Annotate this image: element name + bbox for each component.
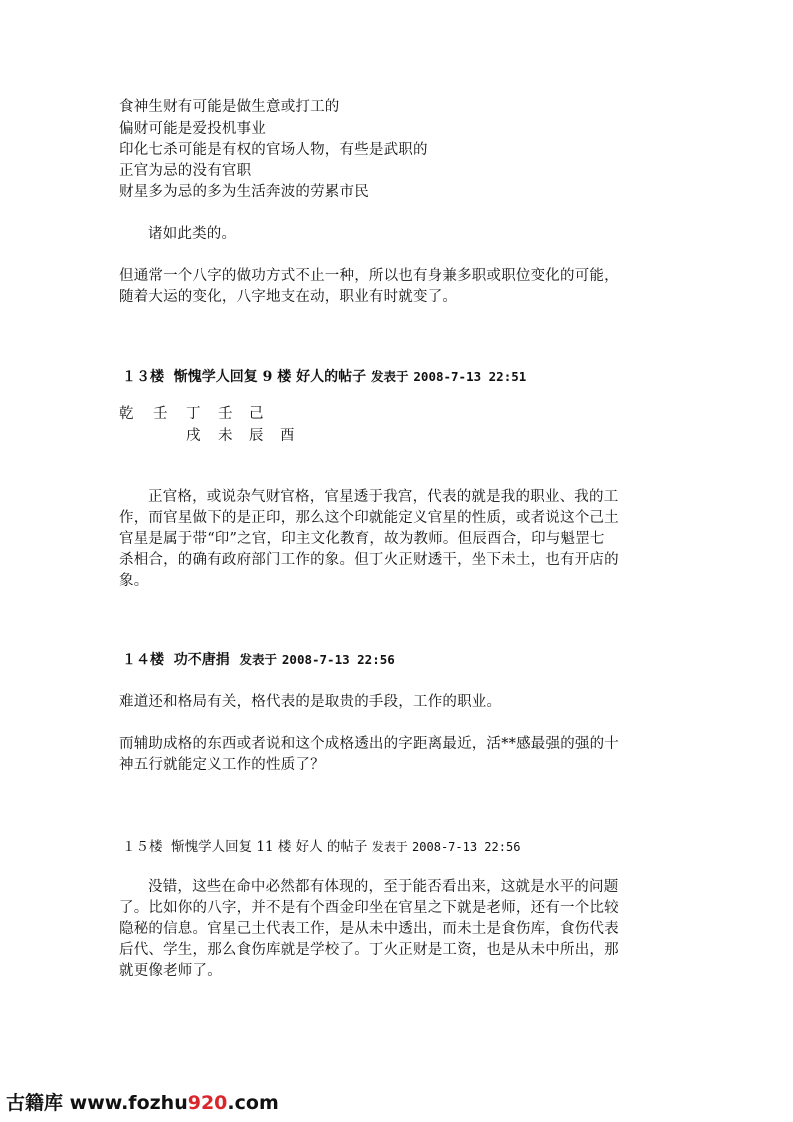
floor-number: １３楼 (122, 369, 164, 385)
bazi-stem: 己 (249, 406, 264, 422)
text-line: 象。 (119, 573, 149, 589)
post-title: 惭愧学人回复 11 楼 好人 的帖子 (171, 839, 368, 855)
bazi-stem: 壬 (218, 406, 233, 422)
text-line: 没错，这些在命中必然都有体现的，至于能否看出来，这就是水平的问题 (148, 879, 619, 895)
posted-label: 发表于 (371, 369, 409, 384)
posted-label: 发表于 (239, 652, 278, 667)
text-line: 作，而官星做下的是正印，那么这个印就能定义官星的性质，或者说这个己土 (119, 510, 619, 526)
text-line: 正官格，或说杂气财官格，官星透于我宫，代表的就是我的职业、我的工 (148, 489, 619, 505)
bazi-branch: 戌 (186, 428, 201, 444)
bazi-branch: 辰 (249, 428, 264, 444)
post-title: 惭愧学人回复 9 楼 好人的帖子 (173, 369, 367, 385)
posted-label: 发表于 (371, 840, 408, 854)
text-line: 印化七杀可能是有权的官场人物，有些是武职的 (119, 142, 428, 158)
floor-number: １５楼 (122, 839, 163, 855)
bazi-branch: 未 (218, 428, 233, 444)
post-heading-13 (122, 367, 526, 387)
text-line: 财星多为忌的多为生活奔波的劳累市民 (119, 184, 369, 200)
post-heading-15 (122, 837, 520, 857)
text-line: 难道还和格局有关，格代表的是取贵的手段，工作的职业。 (119, 694, 502, 710)
text-line: 正官为忌的没有官职 (119, 163, 252, 179)
text-line: 但通常一个八字的做功方式不止一种，所以也有身兼多职或职位变化的可能， (119, 268, 619, 284)
text-line: 而辅助成格的东西或者说和这个成格透出的字距离最近，活**感最强的强的十 (119, 736, 619, 752)
bazi-label: 乾 (119, 406, 134, 422)
text-line: 了。比如你的八字，并不是有个酉金印坐在官星之下就是老师，还有一个比较 (119, 900, 619, 916)
text-line: 偏财可能是爱投机事业 (119, 121, 266, 137)
post-date: 2008-7-13 22:56 (412, 840, 521, 854)
post-title: 功不唐捐 (173, 652, 230, 668)
text-line: 官星是属于带“印”之官，印主文化教育，故为教师。但辰酉合，印与魁罡七 (119, 531, 605, 547)
footer-watermark (6, 1088, 279, 1115)
post-date: 2008-7-13 22:56 (281, 652, 395, 667)
floor-number: １４楼 (122, 652, 164, 668)
text-line: 随着大运的变化，八字地支在动，职业有时就变了。 (119, 289, 458, 305)
text-line: 诸如此类的。 (148, 226, 237, 242)
text-line: 隐秘的信息。官星己土代表工作，是从未中透出，而未土是食伤库，食伤代表 (119, 921, 619, 937)
bazi-branch: 酉 (280, 428, 295, 444)
text-line: 神五行就能定义工作的性质了？ (119, 757, 325, 773)
bazi-stem: 丁 (186, 406, 201, 422)
post-date: 2008-7-13 22:51 (413, 369, 527, 384)
text-line: 杀相合，的确有政府部门工作的象。但丁火正财透干，坐下未土，也有开店的 (119, 552, 619, 568)
post-heading-14 (122, 650, 395, 670)
footer-brand: 古籍库 (6, 1092, 64, 1114)
text-line: 食神生财有可能是做生意或打工的 (119, 99, 340, 115)
text-line: 就更像老师了。 (119, 963, 222, 979)
footer-url: www.fozhu920.com (69, 1092, 279, 1114)
text-line: 后代、学生，那么食伤库就是学校了。丁火正财是工资，也是从未中所出，那 (119, 942, 619, 958)
bazi-stem: 壬 (153, 406, 168, 422)
